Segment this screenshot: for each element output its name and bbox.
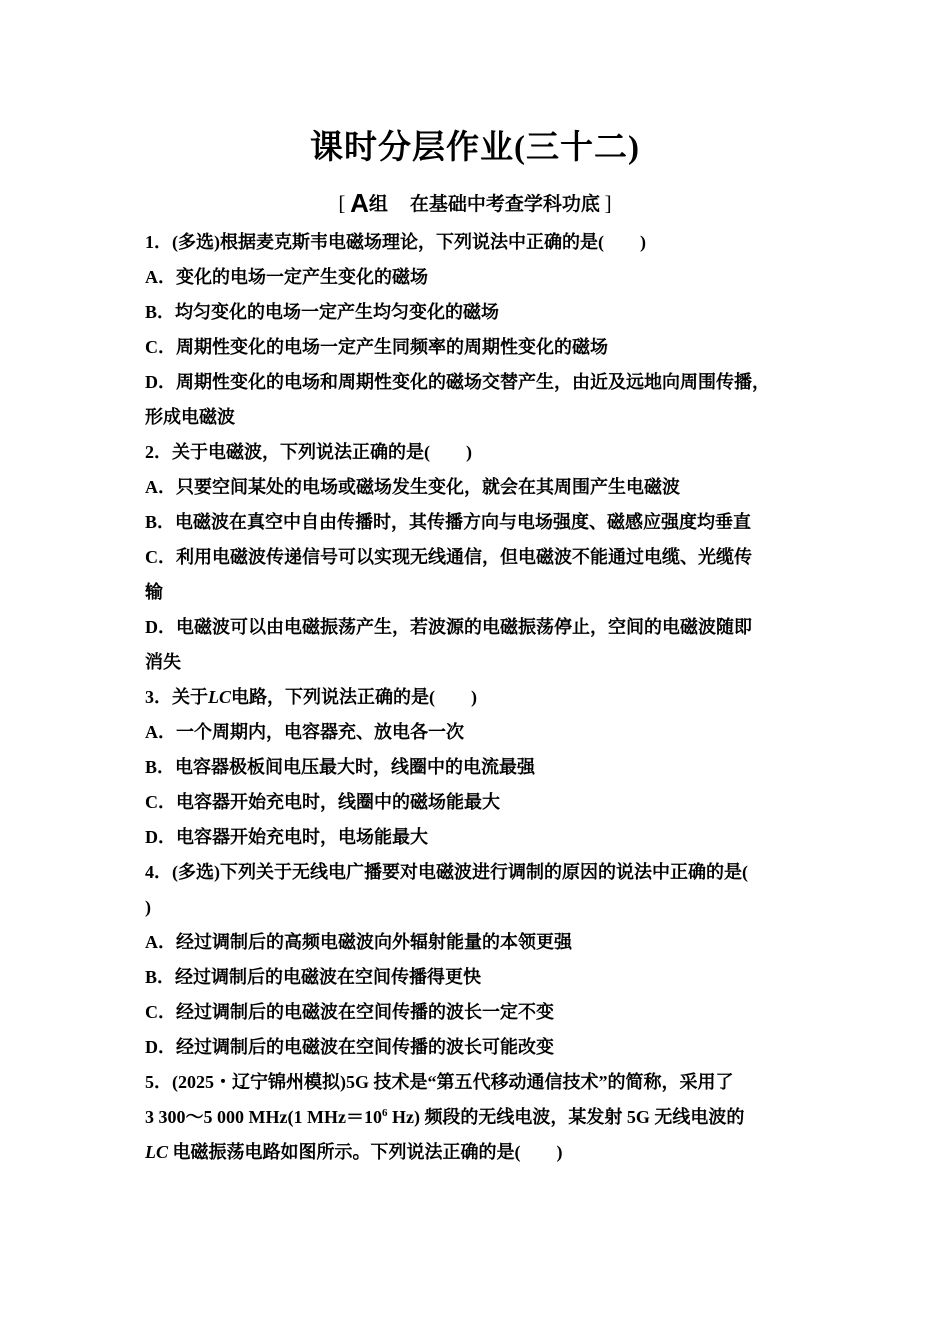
- question-4-stem: 4．(多选)下列关于无线电广播要对电磁波进行调制的原因的说法中正确的是(: [145, 862, 748, 882]
- question-1-stem: 1．(多选)根据麦克斯韦电磁场理论，下列说法中正确的是( ): [145, 232, 646, 252]
- question-5-lc: LC: [145, 1142, 169, 1162]
- question-5-line-2-post: Hz) 频段的无线电波，某发射 5G 无线电波的: [387, 1107, 745, 1127]
- group-header: [0, 188, 950, 220]
- question-list: [145, 225, 825, 1170]
- question-5-line-2-pre: 3 300～5 000 MHz(1 MHz＝10: [145, 1107, 382, 1127]
- question-5-line-3-post: 电磁振荡电路如图所示。下列说法正确的是( ): [168, 1142, 563, 1162]
- question-4-option-a: A．经过调制后的高频电磁波向外辐射能量的本领更强: [145, 932, 572, 952]
- left-bracket: [: [338, 191, 346, 215]
- question-1-option-d-cont: 形成电磁波: [145, 407, 235, 427]
- question-2-option-b: B．电磁波在真空中自由传播时，其传播方向与电场强度、磁感应强度均垂直: [145, 512, 752, 532]
- group-text: 在基础中考查学科功底: [409, 194, 600, 215]
- question-4-option-d: D．经过调制后的电磁波在空间传播的波长可能改变: [145, 1037, 554, 1057]
- question-3-option-a: A．一个周期内，电容器充、放电各一次: [145, 722, 464, 742]
- question-3-option-d: D．电容器开始充电时，电场能最大: [145, 827, 428, 847]
- question-3-option-b: B．电容器极板间电压最大时，线圈中的电流最强: [145, 757, 536, 777]
- right-bracket: ]: [604, 191, 612, 215]
- page-title: 课时分层作业(三十二): [310, 130, 640, 166]
- question-4-option-c: C．经过调制后的电磁波在空间传播的波长一定不变: [145, 1002, 554, 1022]
- question-5-exponent: 6: [381, 1107, 388, 1119]
- question-3-stem-pre: 3．关于: [145, 687, 208, 707]
- question-3-option-c: C．电容器开始充电时，线圈中的磁场能最大: [145, 792, 500, 812]
- question-5-line-3: [145, 1135, 825, 1170]
- question-3-stem-lc: LC: [208, 687, 232, 707]
- question-2-option-c: C．利用电磁波传递信号可以实现无线通信，但电磁波不能通过电缆、光缆传: [145, 547, 752, 567]
- question-4-stem-cont: ): [145, 897, 151, 917]
- question-2-option-c-cont: 输: [145, 582, 163, 602]
- question-3-stem: [145, 680, 825, 715]
- question-2-option-a: A．只要空间某处的电场或磁场发生变化，就会在其周围产生电磁波: [145, 477, 680, 497]
- group-letter: A: [350, 188, 369, 218]
- question-2-stem: 2．关于电磁波，下列说法正确的是( ): [145, 442, 472, 462]
- question-2-option-d: D．电磁波可以由电磁振荡产生，若波源的电磁振荡停止，空间的电磁波随即: [145, 617, 752, 637]
- question-5-line-2: [145, 1100, 825, 1135]
- question-4-option-b: B．经过调制后的电磁波在空间传播得更快: [145, 967, 482, 987]
- question-1-option-a: A．变化的电场一定产生变化的磁场: [145, 267, 428, 287]
- question-1-option-c: C．周期性变化的电场一定产生同频率的周期性变化的磁场: [145, 337, 608, 357]
- question-1-option-d: D．周期性变化的电场和周期性变化的磁场交替产生，由近及远地向周围传播，: [145, 372, 770, 392]
- question-5-line-1: 5．(2025・辽宁锦州模拟)5G 技术是“第五代移动通信技术”的简称，采用了: [145, 1072, 734, 1092]
- question-1-option-b: B．均匀变化的电场一定产生均匀变化的磁场: [145, 302, 500, 322]
- question-2-option-d-cont: 消失: [145, 652, 181, 672]
- question-3-stem-post: 电路，下列说法正确的是( ): [231, 687, 478, 707]
- group-label: 组: [368, 194, 388, 215]
